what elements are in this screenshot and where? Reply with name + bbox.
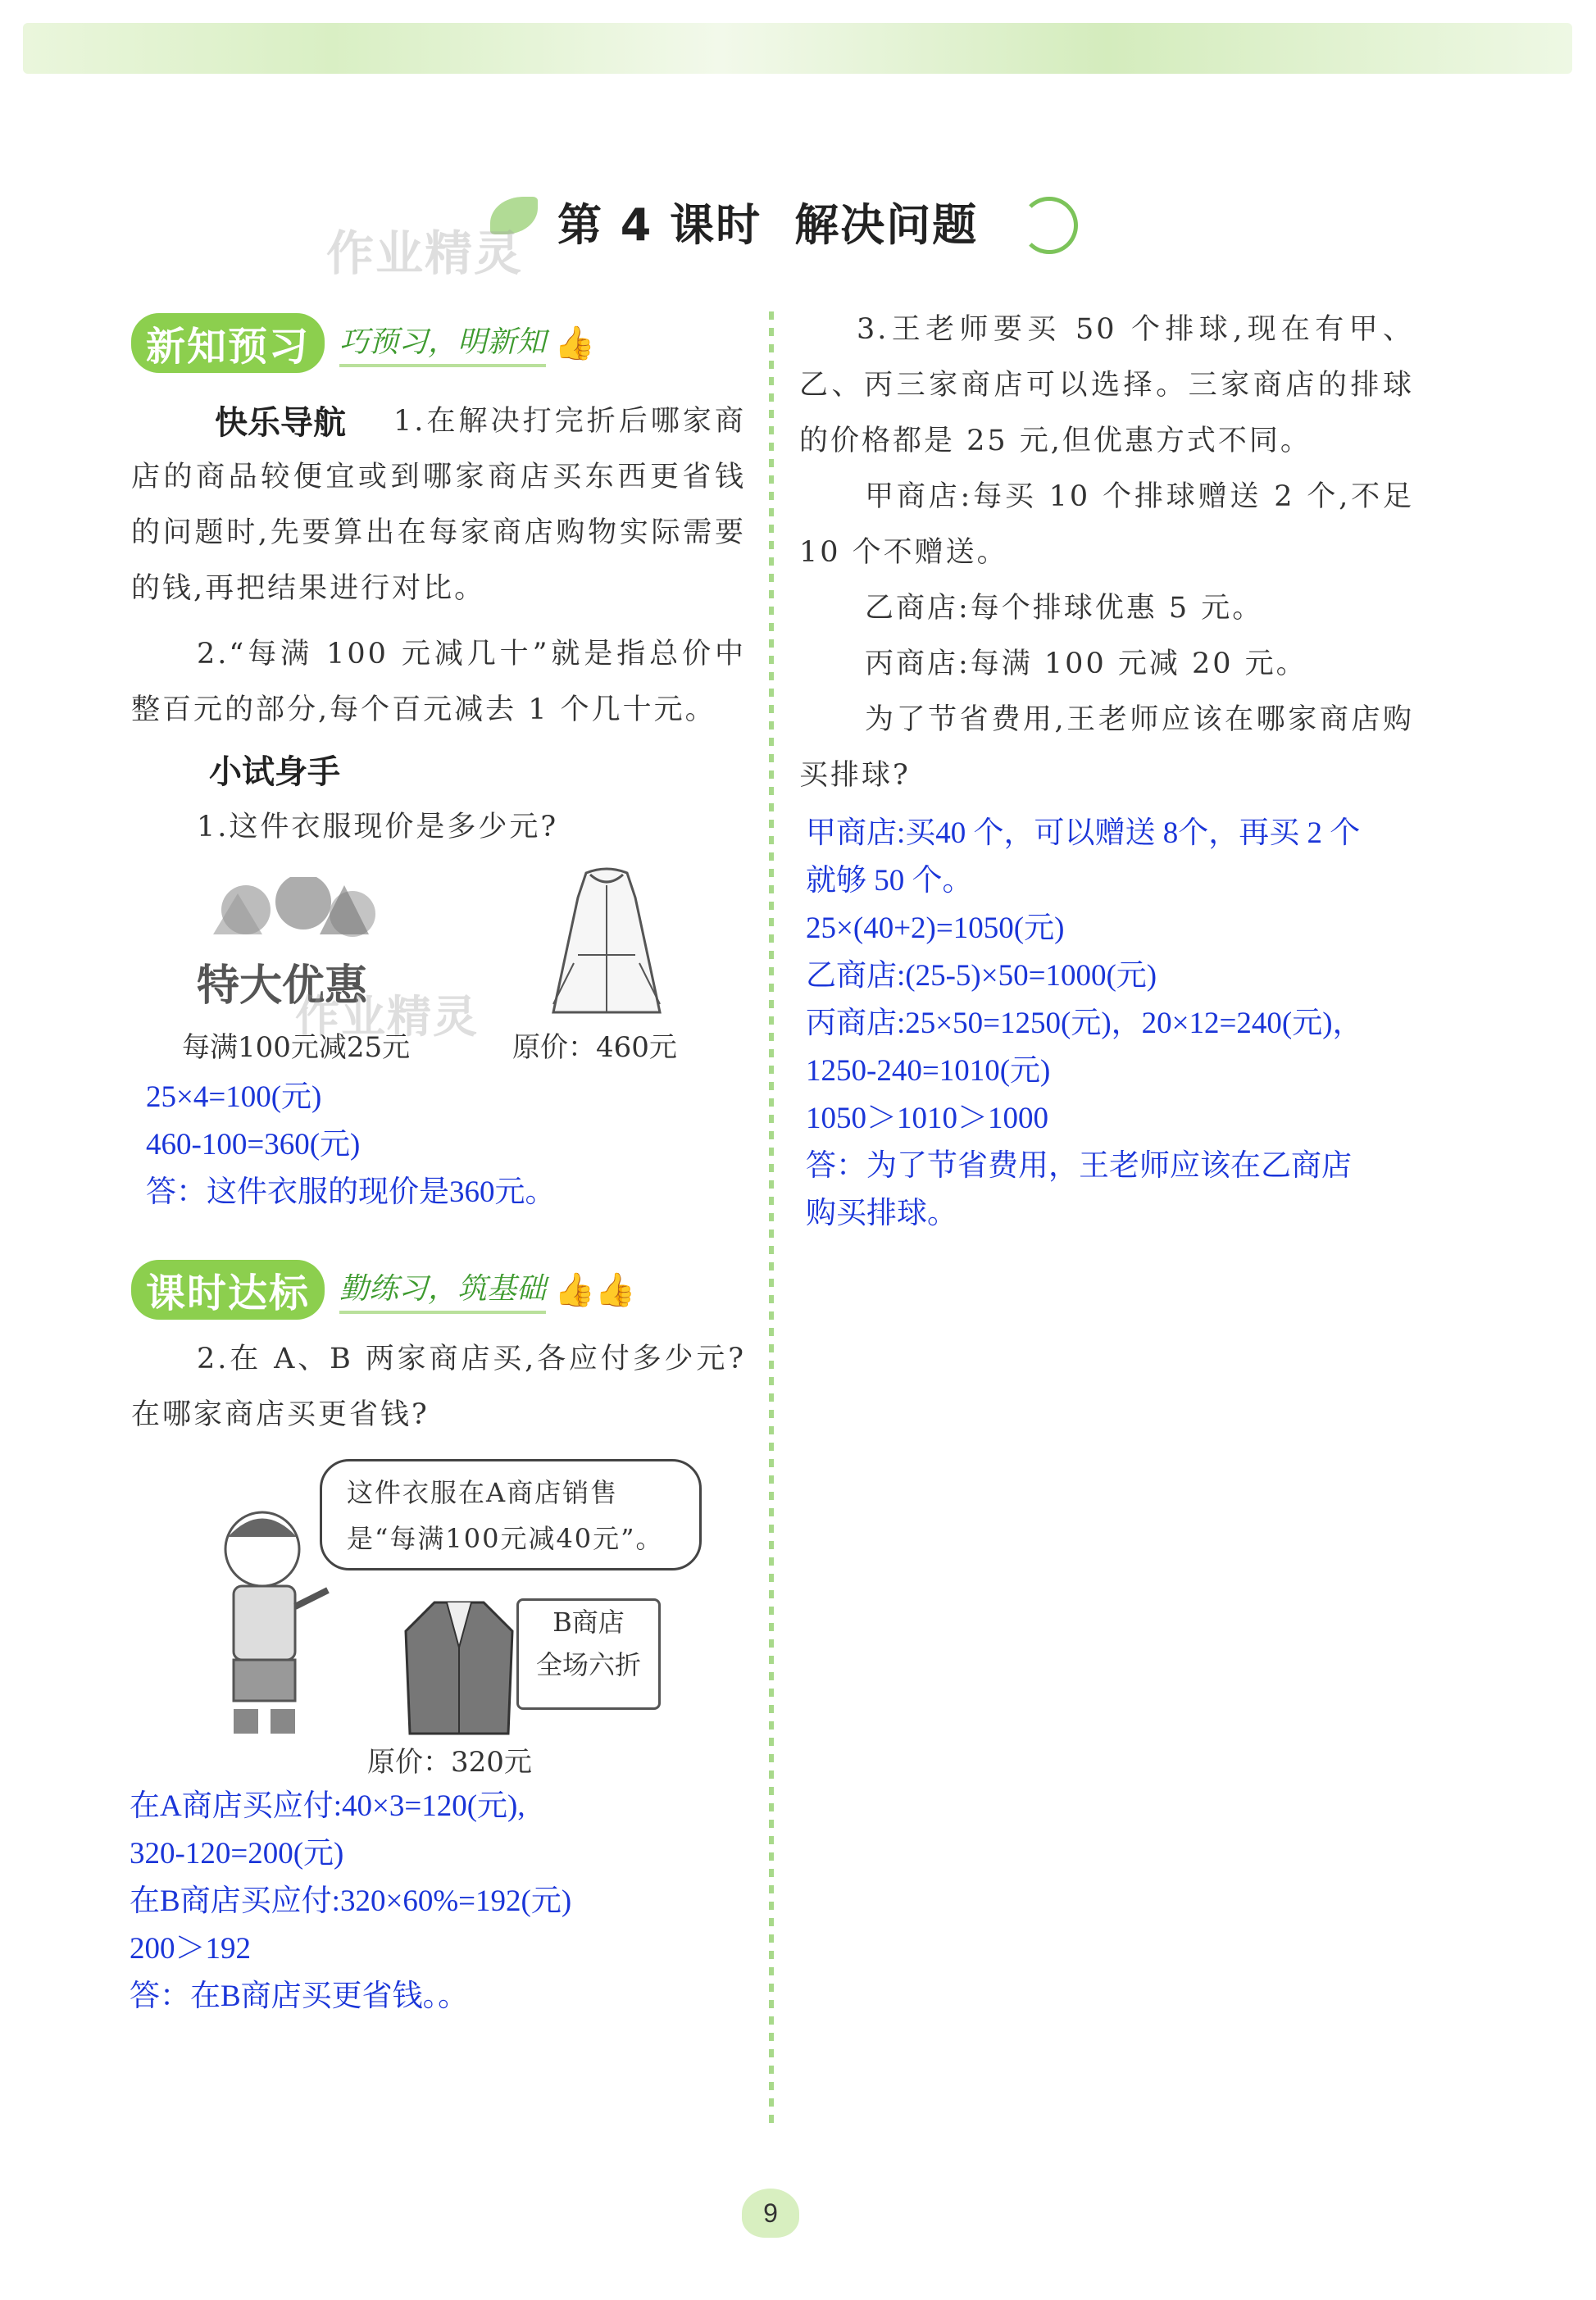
- shop-c-offer: 丙商店:每满 100 元减 20 元。: [865, 648, 1307, 680]
- section-banner-practice: [131, 1262, 636, 1316]
- answer-line: 320-120=200(元): [130, 1837, 344, 1870]
- page-title: [557, 190, 978, 253]
- lesson-number: 第 4 课时: [557, 199, 762, 251]
- lesson-topic: 解决问题: [794, 199, 979, 251]
- question-3-intro: 3.王老师要买 50 个排球,现在有甲、乙、丙三家商店可以选择。三家商店的排球的价格都是 25 元,但优惠方式不同。: [799, 313, 1414, 457]
- store-b-sign-line: B商店: [552, 1607, 625, 1638]
- q2-caption-price: 原价：320元: [367, 1746, 532, 1779]
- store-b-sign: [516, 1598, 661, 1710]
- answer-line: 丙商店:25×50=1250(元)，20×12=240(元)，: [806, 1007, 1363, 1040]
- swirl-icon: [1021, 197, 1078, 254]
- guide-paragraph-2: 2.“每满 100 元减几十”就是指总价中整百元的部分,每个百元减去 1 个几十元。: [131, 638, 746, 726]
- guide-paragraph-1: 1.在解决打完折后哪家商店的商品较便宜或到哪家商店买东西更省钱的问题时,先要算出在每家商店购物实际需要的钱,再把结果进行对比。: [131, 405, 746, 605]
- answer-line: 答：在B商店买更省钱。。: [130, 1980, 469, 2013]
- answer-line: 甲商店:买40 个，可以赠送 8个，再买 2 个: [806, 816, 1361, 850]
- page-number: 9: [742, 2189, 799, 2238]
- section-badge: 新知预习: [131, 313, 325, 373]
- answer-line: 就够 50 个。: [806, 864, 973, 898]
- question-1: 1.这件衣服现价是多少元?: [197, 811, 559, 843]
- coat-illustration: [545, 865, 668, 1029]
- store-b-sign-line: 全场六折: [535, 1649, 641, 1680]
- section-subtitle: 巧预习，明新知: [339, 319, 546, 367]
- header-decoration: [23, 23, 1572, 74]
- boy-illustration: [197, 1500, 336, 1746]
- guide-heading: 快乐导航: [215, 404, 346, 442]
- answer-line: 在B商店买应付:320×60%=192(元): [130, 1884, 572, 1918]
- q3-answer: [806, 810, 1363, 1238]
- question-3-ask: 为了节省费用,王老师应该在哪家商店购买排球?: [799, 703, 1414, 792]
- watermark: 作业精灵: [326, 225, 524, 281]
- q1-caption-price: 原价：460元: [512, 1031, 677, 1064]
- sale-sign-text: 特大优惠: [197, 961, 368, 1011]
- q2-answer: [130, 1783, 571, 2020]
- answer-line: 460-100=360(元): [146, 1128, 361, 1161]
- answer-line: 25×4=100(元): [146, 1080, 322, 1114]
- answer-line: 1050＞1010＞1000: [806, 1102, 1048, 1135]
- speech-bubble-text: 这件衣服在A商店销售是“每满100元减40元”。: [347, 1477, 664, 1554]
- watermark: 作业精灵: [295, 991, 479, 1043]
- answer-line: 200＞192: [130, 1932, 251, 1966]
- q1-caption-discount: 每满100元减25元: [182, 1031, 411, 1064]
- answer-line: 在A商店买应付:40×3=120(元),: [130, 1789, 525, 1823]
- shop-b-offer: 乙商店:每个排球优惠 5 元。: [865, 592, 1264, 625]
- shop-a-offer: 甲商店:每买 10 个排球赠送 2 个,不足 10 个不赠送。: [799, 480, 1414, 569]
- question-2: 2.在 A、B 两家商店买,各应付多少元?在哪家商店买更省钱?: [131, 1343, 746, 1431]
- answer-line: 1250-240=1010(元): [806, 1054, 1051, 1088]
- q1-answer: [146, 1074, 556, 1216]
- answer-line: 答：为了节省费用，王老师应该在乙商店: [806, 1149, 1352, 1183]
- section-banner-preview: [131, 316, 595, 370]
- jacket-illustration: [402, 1598, 516, 1738]
- thumbs-up-icon: 👍👍: [554, 1270, 636, 1309]
- try-heading: 小试身手: [209, 753, 340, 791]
- answer-line: 乙商店:(25-5)×50=1000(元): [806, 959, 1157, 993]
- section-badge: 课时达标: [131, 1260, 325, 1320]
- thumbs-up-icon: 👍: [554, 324, 595, 362]
- answer-line: 25×(40+2)=1050(元): [806, 911, 1065, 945]
- column-divider: [769, 311, 774, 2123]
- speech-bubble: [320, 1459, 702, 1570]
- section-subtitle: 勤练习，筑基础: [339, 1266, 546, 1314]
- answer-line: 购买排球。: [806, 1197, 957, 1230]
- answer-line: 答：这件衣服的现价是360元。: [146, 1175, 556, 1209]
